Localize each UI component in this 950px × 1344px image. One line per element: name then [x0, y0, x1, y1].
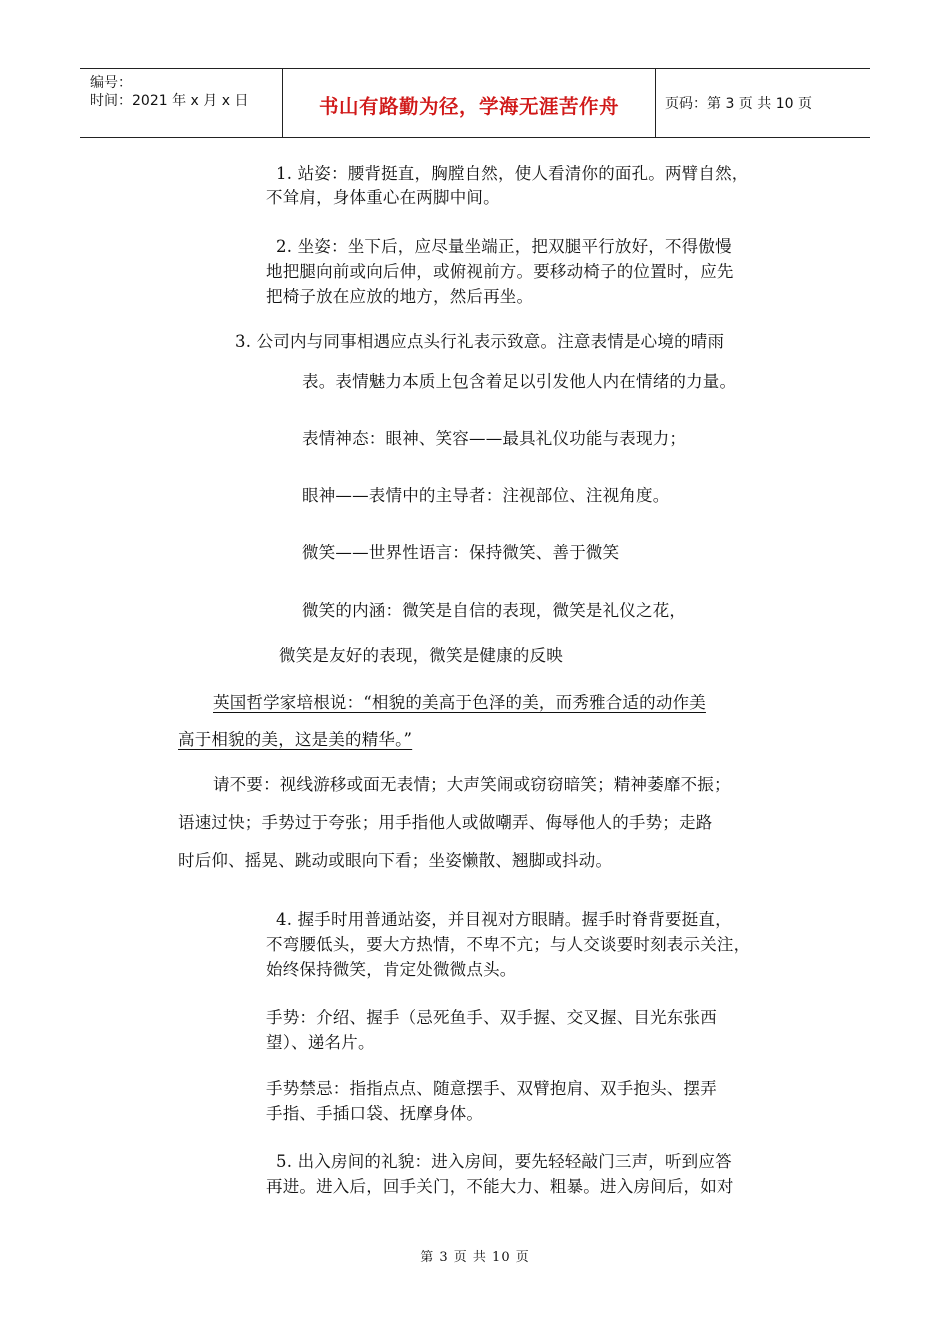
- section-3-line-1: 3. 公司内与同事相遇应点头行礼表示致意。注意表情是心境的晴雨: [235, 332, 725, 351]
- header-motto-cell: [283, 69, 656, 137]
- gesture-line-2: 望）、递名片。: [266, 1033, 375, 1052]
- header-page-code: 页码：第 3 页 共 10 页: [665, 96, 812, 112]
- donts-line-3: 时后仰、摇晃、跳动或眼向下看；坐姿懒散、翘脚或抖动。: [178, 851, 613, 870]
- smile-line-3: 微笑是友好的表现，微笑是健康的反映: [279, 646, 563, 665]
- document-date-label: 时间：2021 年 x 月 x 日: [90, 93, 249, 109]
- section-3-line-2: 表。表情魅力本质上包含着足以引发他人内在情绪的力量。: [302, 372, 737, 391]
- section-4-line-2: 不弯腰低头，要大方热情，不卑不亢；与人交谈要时刻表示关注，: [266, 935, 751, 954]
- bacon-quote-line-1: 英国哲学家培根说：“相貌的美高于色泽的美，而秀雅合适的动作美: [213, 693, 706, 712]
- donts-line-1: 请不要：视线游移或面无表情；大声笑闹或窃窃暗笑；精神萎靡不振；: [213, 775, 731, 794]
- header-motto: 书山有路勤为径，学海无涯苦作舟: [318, 95, 619, 118]
- section-4-line-1: 4. 握手时用普通站姿，并目视对方眼睛。握手时脊背要挺直，: [276, 910, 732, 929]
- page-header: [80, 68, 870, 138]
- gesture-line-1: 手势：介绍、握手（忌死鱼手、双手握、交叉握、目光东张西: [266, 1008, 717, 1027]
- donts-line-2: 语速过快；手势过于夸张；用手指他人或做嘲弄、侮辱他人的手势；走路: [178, 813, 713, 832]
- section-5-line-2: 再进。进入后，回手关门，不能大力、粗暴。进入房间后，如对: [266, 1177, 734, 1196]
- smile-line-2: 微笑的内涵：微笑是自信的表现，微笑是礼仪之花，: [302, 601, 687, 620]
- document-number-label: 编号：: [90, 75, 132, 91]
- section-1-line-2: 不耸肩，身体重心在两脚中间。: [266, 188, 500, 207]
- expression-line-1: 表情神态：眼神、笑容——最具礼仪功能与表现力；: [302, 429, 687, 448]
- gesture-taboo-line-1: 手势禁忌：指指点点、随意摆手、双臂抱肩、双手抱头、摆弄: [266, 1079, 717, 1098]
- expression-line-2: 眼神——表情中的主导者：注视部位、注视角度。: [302, 486, 670, 505]
- section-2-line-3: 把椅子放在应放的地方，然后再坐。: [266, 287, 534, 306]
- section-2-line-1: 2. 坐姿：坐下后，应尽量坐端正，把双腿平行放好，不得傲慢: [276, 237, 732, 256]
- page-footer: 第 3 页 共 10 页: [420, 1250, 530, 1265]
- section-2-line-2: 地把腿向前或向后伸，或俯视前方。要移动椅子的位置时，应先: [266, 262, 734, 281]
- smile-line-1: 微笑——世界性语言：保持微笑、善于微笑: [302, 543, 620, 562]
- header-meta-cell: [80, 69, 283, 137]
- header-page-cell: [656, 69, 870, 137]
- section-1-line-1: 1. 站姿：腰背挺直，胸膛自然，使人看清你的面孔。两臂自然，: [276, 164, 749, 183]
- section-4-line-3: 始终保持微笑，肯定处微微点头。: [266, 960, 517, 979]
- section-5-line-1: 5. 出入房间的礼貌：进入房间，要先轻轻敲门三声，听到应答: [276, 1152, 732, 1171]
- gesture-taboo-line-2: 手指、手插口袋、抚摩身体。: [266, 1104, 484, 1123]
- bacon-quote-line-2: 高于相貌的美，这是美的精华。”: [178, 730, 413, 749]
